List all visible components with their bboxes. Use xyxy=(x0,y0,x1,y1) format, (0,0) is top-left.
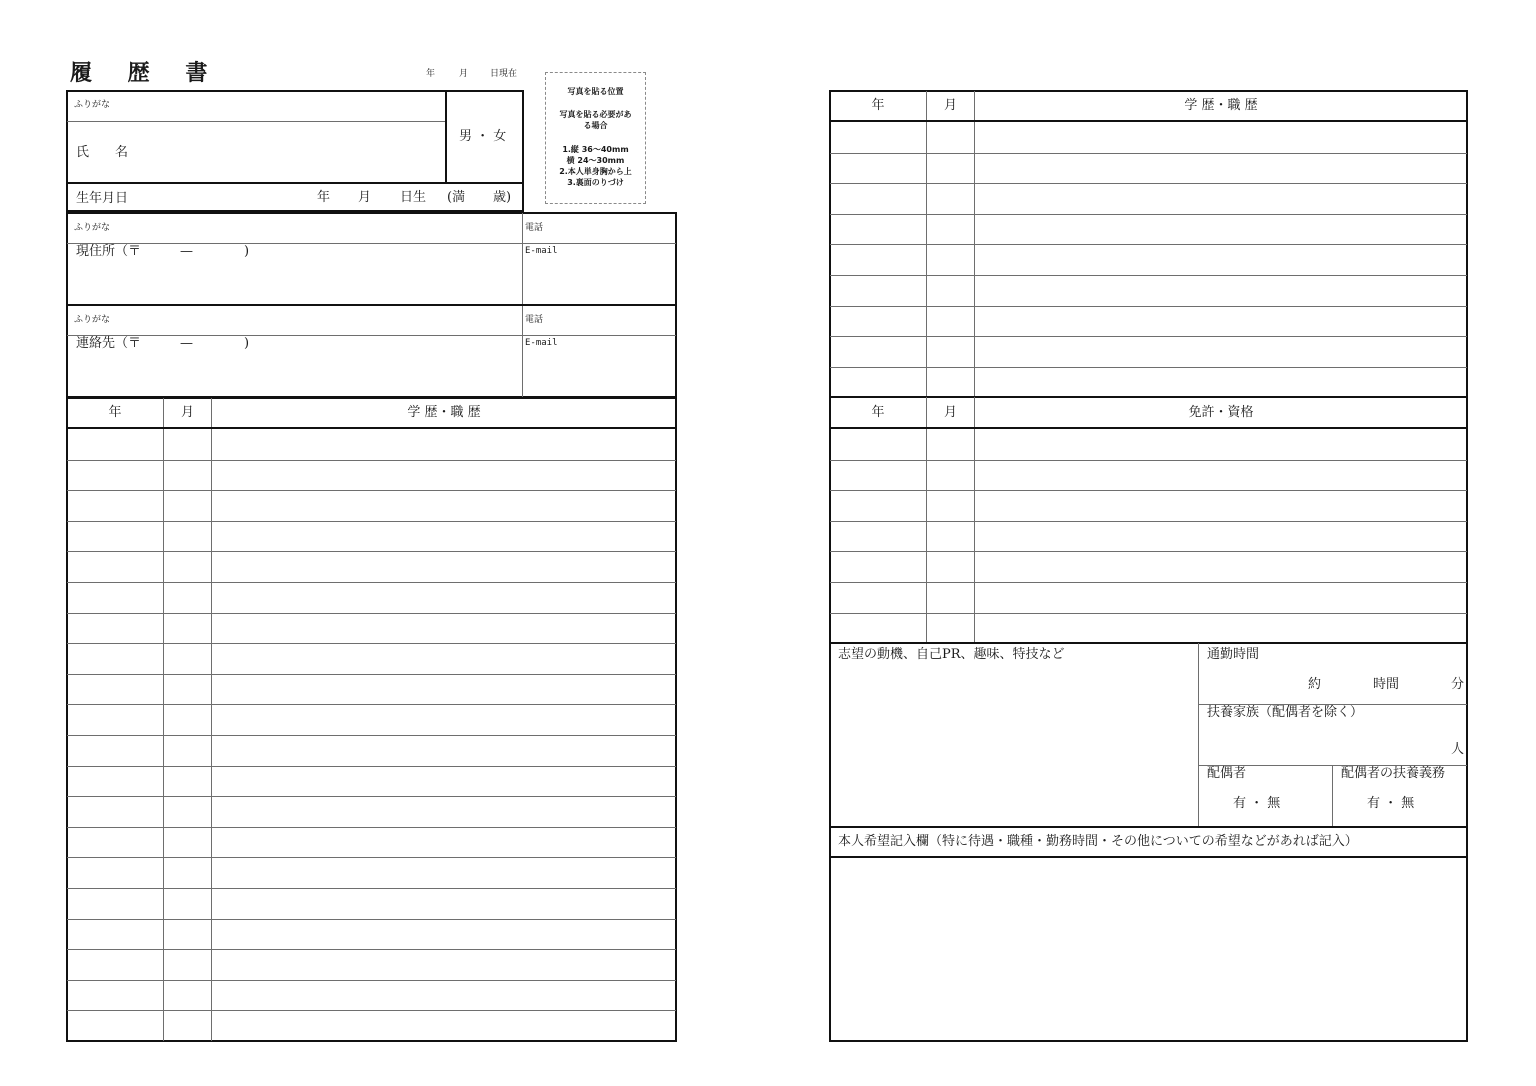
spouse-support-selector[interactable]: 有 ・ 無 xyxy=(1367,796,1415,811)
commute-approx-label: 約 xyxy=(1308,677,1322,692)
birth-year-label: 年 xyxy=(317,190,331,205)
requests-label: 本人希望記入欄（特に待遇・職種・勤務時間・その他についての希望などがあれば記入） xyxy=(838,834,1358,849)
photo-size-height: 1.縦 36〜40mm xyxy=(562,145,629,154)
contact-furigana-label: ふりがな xyxy=(74,315,111,325)
table-row[interactable] xyxy=(67,949,676,980)
table-row[interactable] xyxy=(830,551,1467,582)
history-left-month-header: 月 xyxy=(180,405,194,420)
contact-postal-close: ) xyxy=(244,336,250,351)
table-row[interactable] xyxy=(67,919,676,950)
address-email-label: E-mail xyxy=(525,246,558,256)
address-postal-dash: — xyxy=(180,244,193,259)
page-title: 履 歴 書 xyxy=(70,60,222,86)
table-row[interactable] xyxy=(67,980,676,1011)
gender-selector[interactable]: 男 ・ 女 xyxy=(459,129,507,144)
address-label: 現住所（〒 xyxy=(76,244,142,259)
address-furigana-label: ふりがな xyxy=(74,223,111,233)
address-phone-label: 電話 xyxy=(525,223,544,233)
table-row[interactable] xyxy=(67,1010,676,1041)
table-row[interactable] xyxy=(67,827,676,858)
table-row[interactable] xyxy=(67,429,676,460)
table-row[interactable] xyxy=(830,275,1467,306)
commute-hours-label: 時間 xyxy=(1373,677,1400,692)
table-row[interactable] xyxy=(67,704,676,735)
table-row[interactable] xyxy=(830,214,1467,245)
history-left-detail-header: 学 歴・職 歴 xyxy=(407,405,481,420)
table-row[interactable] xyxy=(67,857,676,888)
date-day-label: 日現在 xyxy=(490,69,518,79)
name-furigana-label: ふりがな xyxy=(74,100,111,110)
contact-phone-label: 電話 xyxy=(525,315,544,325)
licenses-detail-header: 免許・資格 xyxy=(1188,405,1254,420)
contact-email-label: E-mail xyxy=(525,338,558,348)
table-row[interactable] xyxy=(830,306,1467,337)
history-right-year-header: 年 xyxy=(871,98,885,113)
birth-day-label: 日生 xyxy=(400,190,427,205)
table-row[interactable] xyxy=(67,888,676,919)
table-row[interactable] xyxy=(67,582,676,613)
requests-section xyxy=(829,826,1468,1042)
table-row[interactable] xyxy=(830,582,1467,613)
address-postal-close: ) xyxy=(244,244,250,259)
date-month-label: 月 xyxy=(459,69,469,79)
table-row[interactable] xyxy=(830,460,1467,491)
photo-size-width: 横 24〜30mm xyxy=(566,156,625,165)
table-row[interactable] xyxy=(830,613,1467,644)
table-row[interactable] xyxy=(830,122,1467,153)
licenses-month-header: 月 xyxy=(943,405,957,420)
birth-month-label: 月 xyxy=(358,190,372,205)
licenses-year-header: 年 xyxy=(871,405,885,420)
spouse-selector[interactable]: 有 ・ 無 xyxy=(1233,796,1281,811)
table-row[interactable] xyxy=(67,490,676,521)
table-row[interactable] xyxy=(830,244,1467,275)
contact-postal-dash: — xyxy=(180,336,193,351)
photo-placeholder xyxy=(545,72,646,204)
photo-rule-3: 3.裏面のりづけ xyxy=(567,178,624,187)
table-row[interactable] xyxy=(67,735,676,766)
commute-minutes-label: 分 xyxy=(1451,677,1465,692)
dependents-unit-label: 人 xyxy=(1451,742,1465,757)
motivation-label: 志望の動機、自己PR、趣味、特技など xyxy=(838,647,1065,662)
dependents-label: 扶養家族（配偶者を除く） xyxy=(1207,705,1364,720)
name-label: 氏 名 xyxy=(76,145,129,160)
table-row[interactable] xyxy=(67,521,676,552)
table-row[interactable] xyxy=(830,490,1467,521)
table-row[interactable] xyxy=(67,674,676,705)
photo-instruction-1: 写真を貼る必要があ xyxy=(559,110,632,119)
table-row[interactable] xyxy=(67,796,676,827)
history-right-month-header: 月 xyxy=(943,98,957,113)
contact-label: 連絡先（〒 xyxy=(76,336,142,351)
table-row[interactable] xyxy=(830,183,1467,214)
commute-label: 通勤時間 xyxy=(1207,647,1260,662)
table-row[interactable] xyxy=(830,336,1467,367)
birth-label: 生年月日 xyxy=(76,191,129,206)
table-row[interactable] xyxy=(67,766,676,797)
history-left-year-header: 年 xyxy=(108,405,122,420)
age-close-label: 歳) xyxy=(493,190,512,205)
photo-rule-2: 2.本人単身胸から上 xyxy=(559,167,632,176)
spouse-label: 配偶者 xyxy=(1207,766,1247,781)
age-open-label: (満 xyxy=(447,190,466,205)
history-right-detail-header: 学 歴・職 歴 xyxy=(1184,98,1258,113)
table-row[interactable] xyxy=(830,429,1467,460)
spouse-support-label: 配偶者の扶養義務 xyxy=(1341,766,1446,781)
table-row[interactable] xyxy=(830,367,1467,398)
table-row[interactable] xyxy=(67,613,676,644)
photo-heading: 写真を貼る位置 xyxy=(567,87,624,96)
table-row[interactable] xyxy=(830,153,1467,184)
photo-instruction-2: る場合 xyxy=(583,121,608,130)
table-row[interactable] xyxy=(67,460,676,491)
date-year-label: 年 xyxy=(426,69,436,79)
table-row[interactable] xyxy=(830,521,1467,552)
table-row[interactable] xyxy=(67,551,676,582)
table-row[interactable] xyxy=(67,643,676,674)
